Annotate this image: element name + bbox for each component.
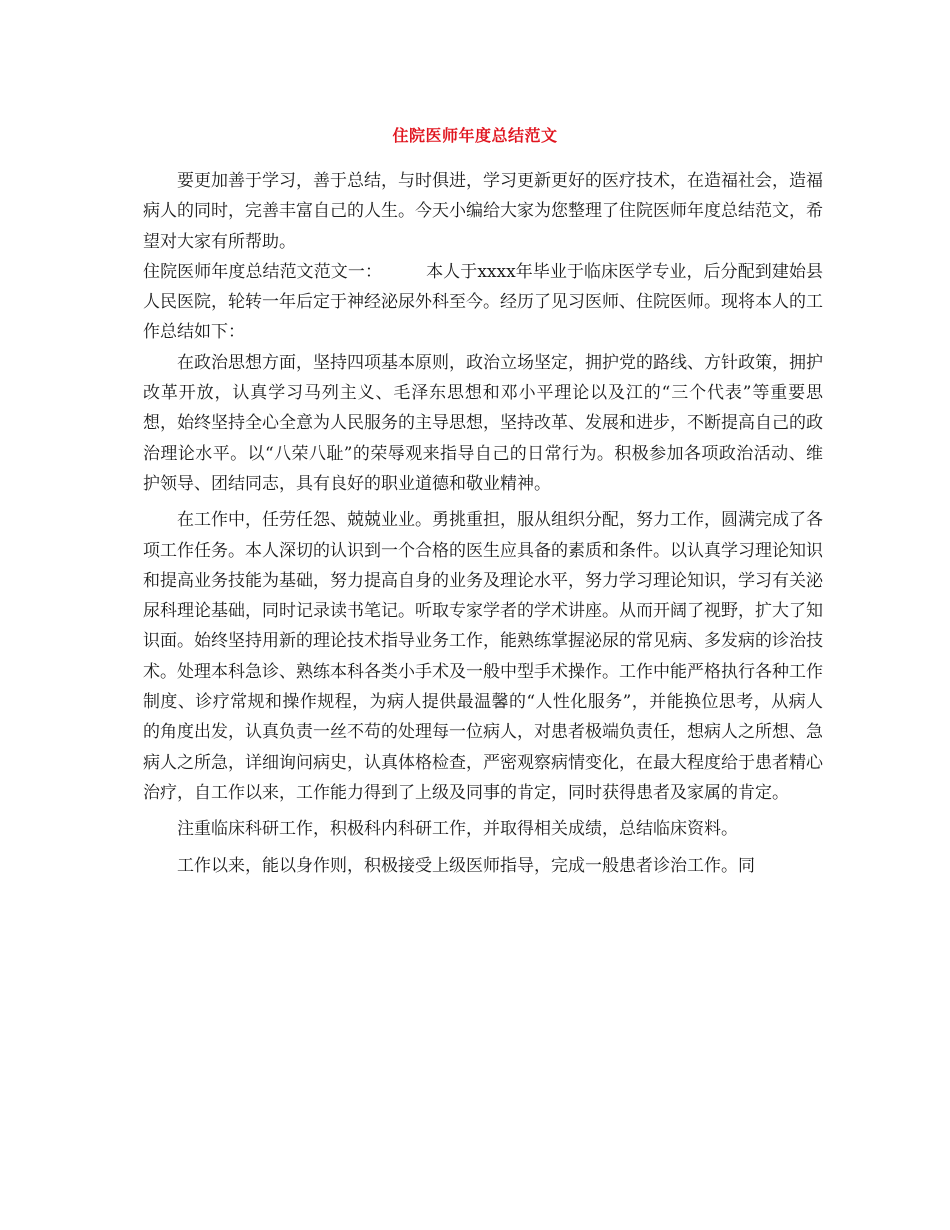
intro-paragraph: 要更加善于学习，善于总结，与时俱进，学习更新更好的医疗技术，在造福社会，造福病人的同时，完善丰富自己的人生。今天小编给大家为您整理了住院医师年度总结范文，希望对大家有所帮助。 bbox=[143, 171, 823, 252]
section-heading: 住院医师年度总结范文范文一： bbox=[143, 261, 383, 282]
politics-paragraph: 在政治思想方面，坚持四项基本原则，政治立场坚定，拥护党的路线、方针政策，拥护改革开放，认真学习马列主义、毛泽东思想和邓小平理论以及江的“三个代表”等重要思想，始终坚持全心全意为人民服务的主导思想，坚持改革、发展和进步，不断提高自己的政治理论水平。以“八荣八耻”的荣辱观来指导自己的日常行为。积极参加各项政治活动、维护领导、团结同志，具有良好的职业道德和敬业精神。 bbox=[143, 352, 823, 494]
last-paragraph: 工作以来，能以身作则，积极接受上级医师指导，完成一般患者诊治工作。同 bbox=[177, 855, 755, 876]
document-body bbox=[143, 166, 823, 881]
section-first-text: 本人于xxxx年毕业于临床医学专业，后分配到建始县人民医院，轮转一年后定于神经泌尿外科至今。经历了见习医师、住院医师。现将本人的工作总结如下： bbox=[143, 261, 823, 343]
work-paragraph: 在工作中，任劳任怨、兢兢业业。勇挑重担，服从组织分配，努力工作，圆满完成了各项工作任务。本人深切的认识到一个合格的医生应具备的素质和条件。以认真学习理论知识和提高业务技能为基础，努力提高自身的业务及理论水平，努力学习理论知识，学习有关泌尿科理论基础，同时记录读书笔记。听取专家学者的学术讲座。从而开阔了视野，扩大了知识面。始终坚持用新的理论技术指导业务工作，能熟练掌握泌尿的常见病、多发病的诊治技术。处理本科急诊、熟练本科各类小手术及一般中型手术操作。工作中能严格执行各种工作制度、诊疗常规和操作规程，为病人提供最温馨的“人性化服务”，并能换位思考，从病人的角度出发，认真负责一丝不苟的处理每一位病人，对患者极端负责任，想病人之所想、急病人之所急，详细询问病史，认真体格检查，严密观察病情变化，在最大程度给于患者精心治疗，自工作以来，工作能力得到了上级及同事的肯定，同时获得患者及家属的肯定。 bbox=[143, 510, 823, 803]
research-paragraph: 注重临床科研工作，积极科内科研工作，并取得相关成绩，总结临床资料。 bbox=[177, 819, 738, 840]
document-title: 住院医师年度总结范文 bbox=[392, 126, 558, 145]
section-paragraph bbox=[143, 257, 823, 348]
